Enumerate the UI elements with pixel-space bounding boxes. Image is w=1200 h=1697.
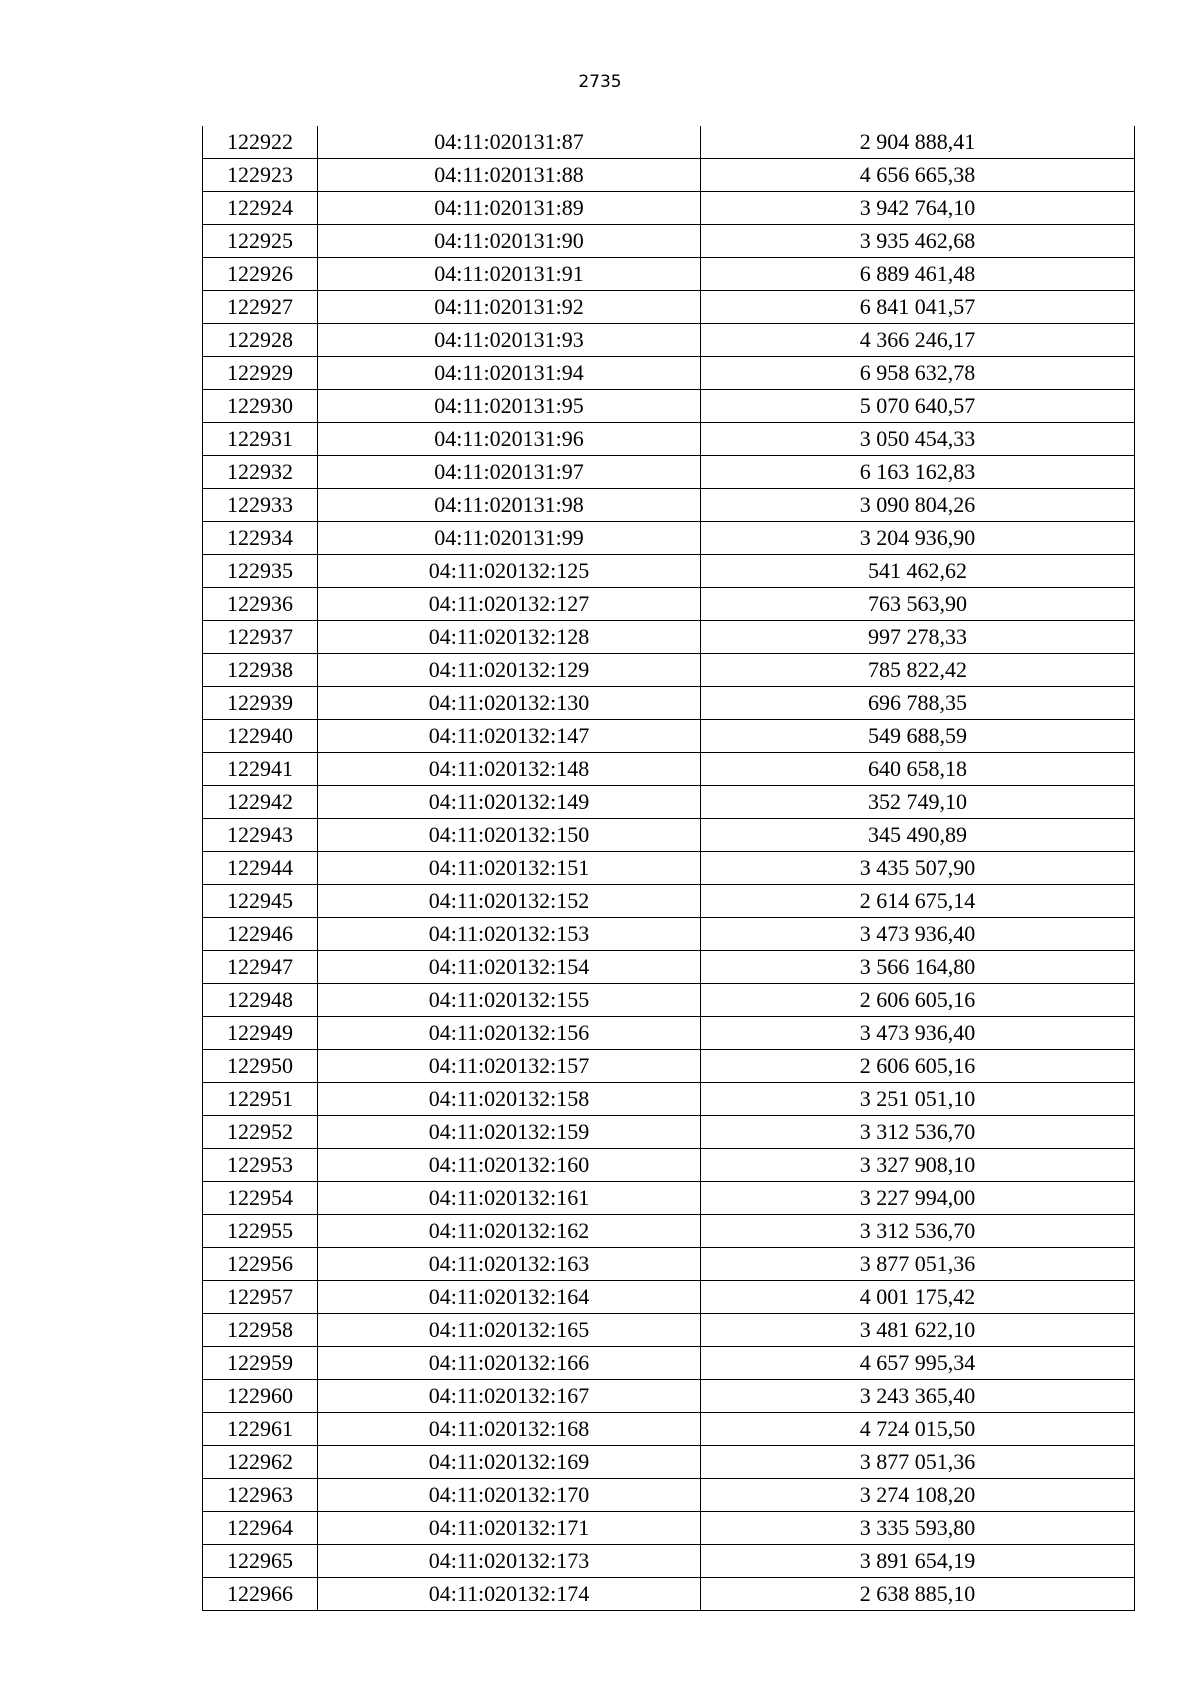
row-number-cell: 122946 [203,918,318,951]
cadastral-number-cell: 04:11:020132:127 [318,588,701,621]
cadastral-number-cell: 04:11:020132:166 [318,1347,701,1380]
cadastral-value-cell: 3 204 936,90 [701,522,1135,555]
table-row [203,885,1135,918]
cadastral-value-cell: 3 327 908,10 [701,1149,1135,1182]
cadastral-value-cell: 3 050 454,33 [701,423,1135,456]
row-number-cell: 122934 [203,522,318,555]
table-row [203,951,1135,984]
row-number-cell: 122957 [203,1281,318,1314]
cadastral-value-cell: 352 749,10 [701,786,1135,819]
row-number-cell: 122954 [203,1182,318,1215]
cadastral-value-cell: 3 090 804,26 [701,489,1135,522]
cadastral-value-cell: 4 657 995,34 [701,1347,1135,1380]
row-number-cell: 122948 [203,984,318,1017]
cadastral-number-cell: 04:11:020131:93 [318,324,701,357]
table-row [203,984,1135,1017]
table-row [203,522,1135,555]
cadastral-value-cell: 997 278,33 [701,621,1135,654]
cadastral-value-cell: 3 251 051,10 [701,1083,1135,1116]
cadastral-value-cell: 6 889 461,48 [701,258,1135,291]
table-row [203,1347,1135,1380]
table-row [203,687,1135,720]
cadastral-number-cell: 04:11:020132:157 [318,1050,701,1083]
table-row [203,291,1135,324]
cadastral-value-cell: 2 614 675,14 [701,885,1135,918]
row-number-cell: 122961 [203,1413,318,1446]
row-number-cell: 122942 [203,786,318,819]
cadastral-value-cell: 6 958 632,78 [701,357,1135,390]
cadastral-value-cell: 3 335 593,80 [701,1512,1135,1545]
table-row [203,357,1135,390]
cadastral-number-cell: 04:11:020132:167 [318,1380,701,1413]
table-row [203,1083,1135,1116]
row-number-cell: 122962 [203,1446,318,1479]
cadastral-number-cell: 04:11:020132:174 [318,1578,701,1611]
cadastral-value-cell: 3 312 536,70 [701,1215,1135,1248]
cadastral-value-cell: 3 243 365,40 [701,1380,1135,1413]
row-number-cell: 122940 [203,720,318,753]
table-row [203,753,1135,786]
cadastral-number-cell: 04:11:020132:171 [318,1512,701,1545]
cadastral-number-cell: 04:11:020132:154 [318,951,701,984]
cadastral-number-cell: 04:11:020132:130 [318,687,701,720]
table-row [203,390,1135,423]
row-number-cell: 122928 [203,324,318,357]
table-row [203,1017,1135,1050]
table-row [203,1050,1135,1083]
row-number-cell: 122930 [203,390,318,423]
cadastral-value-cell: 3 481 622,10 [701,1314,1135,1347]
row-number-cell: 122944 [203,852,318,885]
cadastral-value-cell: 3 877 051,36 [701,1446,1135,1479]
cadastral-value-cell: 541 462,62 [701,555,1135,588]
cadastral-value-cell: 5 070 640,57 [701,390,1135,423]
cadastral-value-cell: 3 274 108,20 [701,1479,1135,1512]
table-row [203,225,1135,258]
row-number-cell: 122951 [203,1083,318,1116]
cadastral-value-cell: 4 656 665,38 [701,159,1135,192]
table-row [203,1182,1135,1215]
cadastral-number-cell: 04:11:020132:161 [318,1182,701,1215]
table-row [203,786,1135,819]
row-number-cell: 122924 [203,192,318,225]
table-row [203,1578,1135,1611]
table-row [203,423,1135,456]
cadastral-number-cell: 04:11:020132:168 [318,1413,701,1446]
cadastral-value-cell: 4 001 175,42 [701,1281,1135,1314]
table-row [203,1512,1135,1545]
cadastral-number-cell: 04:11:020131:90 [318,225,701,258]
cadastral-value-cell: 549 688,59 [701,720,1135,753]
cadastral-number-cell: 04:11:020132:148 [318,753,701,786]
cadastral-value-cell: 640 658,18 [701,753,1135,786]
cadastral-number-cell: 04:11:020132:170 [318,1479,701,1512]
cadastral-number-cell: 04:11:020131:94 [318,357,701,390]
row-number-cell: 122937 [203,621,318,654]
cadastral-number-cell: 04:11:020132:173 [318,1545,701,1578]
row-number-cell: 122925 [203,225,318,258]
cadastral-number-cell: 04:11:020131:97 [318,456,701,489]
cadastral-number-cell: 04:11:020132:160 [318,1149,701,1182]
table-row [203,489,1135,522]
table-row [203,918,1135,951]
table-row [203,588,1135,621]
table-row [203,456,1135,489]
cadastral-number-cell: 04:11:020132:125 [318,555,701,588]
row-number-cell: 122956 [203,1248,318,1281]
cadastral-value-cell: 3 942 764,10 [701,192,1135,225]
row-number-cell: 122926 [203,258,318,291]
cadastral-number-cell: 04:11:020132:152 [318,885,701,918]
row-number-cell: 122931 [203,423,318,456]
cadastral-number-cell: 04:11:020132:129 [318,654,701,687]
row-number-cell: 122932 [203,456,318,489]
row-number-cell: 122964 [203,1512,318,1545]
row-number-cell: 122936 [203,588,318,621]
table-row [203,258,1135,291]
cadastral-value-cell: 6 163 162,83 [701,456,1135,489]
cadastral-number-cell: 04:11:020131:96 [318,423,701,456]
cadastral-number-cell: 04:11:020131:88 [318,159,701,192]
row-number-cell: 122959 [203,1347,318,1380]
row-number-cell: 122935 [203,555,318,588]
cadastral-number-cell: 04:11:020131:99 [318,522,701,555]
table-row [203,1116,1135,1149]
table-row [203,1380,1135,1413]
cadastral-value-cell: 696 788,35 [701,687,1135,720]
cadastral-value-cell: 785 822,42 [701,654,1135,687]
cadastral-number-cell: 04:11:020132:162 [318,1215,701,1248]
row-number-cell: 122941 [203,753,318,786]
cadastral-value-cell: 3 891 654,19 [701,1545,1135,1578]
cadastral-value-cell: 2 606 605,16 [701,984,1135,1017]
cadastral-value-cell: 763 563,90 [701,588,1135,621]
cadastral-number-cell: 04:11:020132:169 [318,1446,701,1479]
table-row [203,1149,1135,1182]
cadastral-value-cell: 3 473 936,40 [701,1017,1135,1050]
cadastral-number-cell: 04:11:020131:95 [318,390,701,423]
row-number-cell: 122922 [203,126,318,159]
row-number-cell: 122945 [203,885,318,918]
table-row [203,1479,1135,1512]
row-number-cell: 122933 [203,489,318,522]
cadastral-value-cell: 3 566 164,80 [701,951,1135,984]
row-number-cell: 122923 [203,159,318,192]
cadastral-value-cell: 3 227 994,00 [701,1182,1135,1215]
table-row [203,555,1135,588]
table-row [203,654,1135,687]
table-row [203,621,1135,654]
cadastral-value-cell: 3 877 051,36 [701,1248,1135,1281]
row-number-cell: 122938 [203,654,318,687]
table-row [203,192,1135,225]
table-row [203,159,1135,192]
table-row [203,126,1135,159]
cadastral-number-cell: 04:11:020131:91 [318,258,701,291]
cadastral-value-cell: 2 638 885,10 [701,1578,1135,1611]
row-number-cell: 122939 [203,687,318,720]
cadastral-value-cell: 4 724 015,50 [701,1413,1135,1446]
row-number-cell: 122963 [203,1479,318,1512]
cadastral-number-cell: 04:11:020132:163 [318,1248,701,1281]
row-number-cell: 122965 [203,1545,318,1578]
cadastral-value-cell: 2 904 888,41 [701,126,1135,159]
table-row [203,1215,1135,1248]
row-number-cell: 122947 [203,951,318,984]
row-number-cell: 122952 [203,1116,318,1149]
cadastral-value-table [202,126,1135,1611]
cadastral-number-cell: 04:11:020132:165 [318,1314,701,1347]
cadastral-number-cell: 04:11:020132:164 [318,1281,701,1314]
row-number-cell: 122949 [203,1017,318,1050]
cadastral-value-cell: 6 841 041,57 [701,291,1135,324]
table-row [203,819,1135,852]
table-body [203,126,1135,1611]
cadastral-number-cell: 04:11:020132:158 [318,1083,701,1116]
cadastral-number-cell: 04:11:020132:150 [318,819,701,852]
cadastral-number-cell: 04:11:020132:151 [318,852,701,885]
row-number-cell: 122955 [203,1215,318,1248]
table-row [203,1446,1135,1479]
table-row [203,1545,1135,1578]
table-row [203,852,1135,885]
cadastral-number-cell: 04:11:020132:155 [318,984,701,1017]
table-row [203,1281,1135,1314]
row-number-cell: 122958 [203,1314,318,1347]
cadastral-number-cell: 04:11:020132:156 [318,1017,701,1050]
cadastral-number-cell: 04:11:020132:149 [318,786,701,819]
cadastral-number-cell: 04:11:020132:159 [318,1116,701,1149]
table-row [203,1248,1135,1281]
cadastral-value-cell: 3 935 462,68 [701,225,1135,258]
cadastral-number-cell: 04:11:020131:92 [318,291,701,324]
table-row [203,1413,1135,1446]
row-number-cell: 122950 [203,1050,318,1083]
row-number-cell: 122960 [203,1380,318,1413]
cadastral-number-cell: 04:11:020131:98 [318,489,701,522]
row-number-cell: 122966 [203,1578,318,1611]
cadastral-number-cell: 04:11:020132:128 [318,621,701,654]
table-row [203,720,1135,753]
page-number: 2735 [578,72,622,92]
table-row [203,324,1135,357]
cadastral-value-cell: 3 435 507,90 [701,852,1135,885]
row-number-cell: 122953 [203,1149,318,1182]
cadastral-value-cell: 3 312 536,70 [701,1116,1135,1149]
cadastral-value-cell: 345 490,89 [701,819,1135,852]
cadastral-number-cell: 04:11:020132:153 [318,918,701,951]
cadastral-number-cell: 04:11:020131:89 [318,192,701,225]
cadastral-number-cell: 04:11:020131:87 [318,126,701,159]
cadastral-number-cell: 04:11:020132:147 [318,720,701,753]
row-number-cell: 122943 [203,819,318,852]
cadastral-value-cell: 4 366 246,17 [701,324,1135,357]
cadastral-value-cell: 3 473 936,40 [701,918,1135,951]
cadastral-value-cell: 2 606 605,16 [701,1050,1135,1083]
row-number-cell: 122929 [203,357,318,390]
table-row [203,1314,1135,1347]
row-number-cell: 122927 [203,291,318,324]
